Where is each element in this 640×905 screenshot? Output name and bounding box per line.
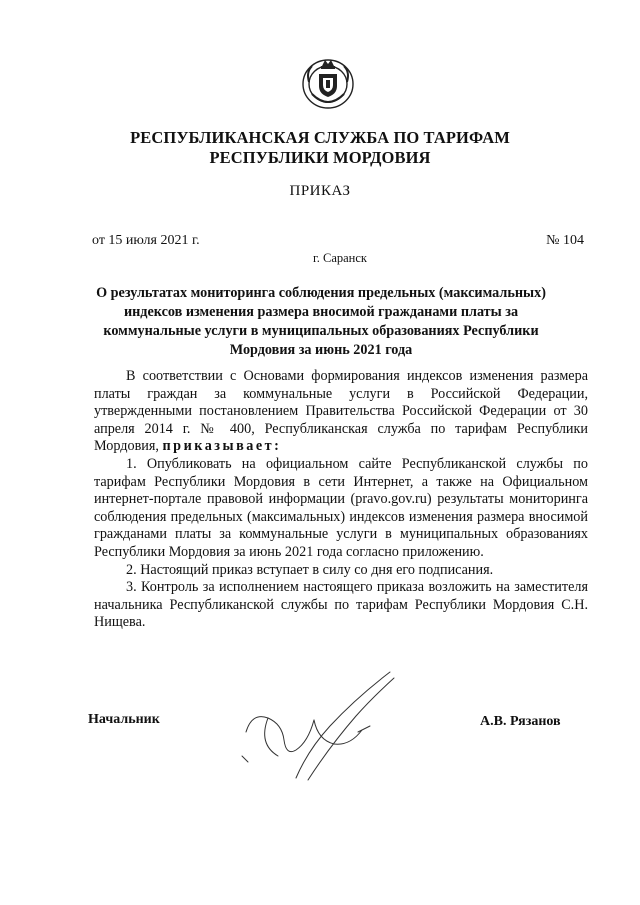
organization-name-line1: РЕСПУБЛИКАНСКАЯ СЛУЖБА ПО ТАРИФАМ [130, 128, 510, 147]
document-city: г. Саранск [313, 251, 367, 265]
subject-line1: О результатах мониторинга соблюдения предельных (максимальных) [96, 285, 546, 301]
item-1: 1. Опубликовать на официальном сайте Республиканской службы по тарифам Республики Мордовия в сети Интернет, а также на Официальном интернет-портале правовой информации (pravo.gov.ru) результаты мониторинга соблюдения предельных (максимальных) индексов изменения размера вносимой гражданами платы за коммунальные услуги в муниципальных образованиях Республики Мордовия за июнь 2021 года согласно приложению. [94, 455, 588, 560]
preamble-paragraph [94, 368, 588, 456]
item-2: 2. Настоящий приказ вступает в силу со дня его подписания. [126, 561, 494, 578]
handwritten-signature [238, 660, 438, 790]
subject-line4: Мордовия за июнь 2021 года [229, 342, 413, 358]
document-number: № 104 [546, 233, 584, 248]
preamble-text: В соответствии с Основами формирования индексов изменения размера платы граждан за коммунальные услуги в Российской Федерации, утвержденными постановлением Правительства Российской Федерации от 30 апреля 2014 г. № 400, Республиканская служба по тарифам Республики Мордовия, [94, 368, 588, 455]
document-type: ПРИКАЗ [289, 183, 351, 199]
subject-line2: индексов изменения размера вносимой гражданами платы за [123, 304, 519, 320]
organization-name-line2: РЕСПУБЛИКИ МОРДОВИЯ [209, 148, 431, 167]
decree-word: приказывает: [162, 438, 282, 455]
organization-name [60, 128, 580, 168]
signer-name: А.В. Рязанов [480, 714, 561, 729]
signer-title: Начальник [88, 712, 160, 727]
document-date: от 15 июля 2021 г. [92, 233, 200, 248]
subject-line3: коммунальные услуги в муниципальных образованиях Республики [103, 323, 539, 339]
coat-of-arms-icon [300, 52, 356, 112]
item-3: 3. Контроль за исполнением настоящего приказа возложить на заместителя начальника Республиканской службы по тарифам Республики Мордовия С.Н. Нищева. [94, 579, 588, 631]
document-subject [86, 284, 556, 360]
document-body [94, 368, 588, 632]
